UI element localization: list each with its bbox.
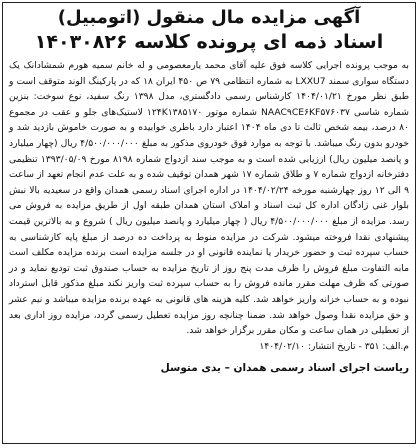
notice-body: به موجب پرونده اجرایی کلاسه فوق علیه آقای محمد یارمعصومی و له خانم سمیه هورم شمشادانک یک دستگاه سواری سمند LXXU7 به شماره انتظامی ۷۹ ص ۴۵۰ ایران ۱۸ که در پارکینگ الوند متوقف است و طبق نظر مورخ ۱۴۰۴/۰۱/۲۱ کارشناس رسمی دادگستری، مدل ۱۳۹۸ رنگ سفید، نوع سوخت: بنزین شماره شاسی NAAC۹CE۶KF۵۷۶۰۳۷ شماره موتور ۱۲۴K۱۳۸۵۱۷۰ لاستیک‌های جلو و عقب در مجموع ۸۰ درصد، بیمه شخص ثالث تا دی ماه ۱۴۰۴ اعتبار دارد باطری خوابیده و به صورت خاموش بازدید شد و خودرو بدون رنگ میباشد. با توجه به موارد فوق خودروی مذکور به مبلغ ۴/۵۰۰/۰۰۰/۰۰۰ ریال (چهار میلیارد و پانصد میلیون ریال) ارزیابی شده است و به موجب سند ازدواج شماره ۸۱۹۸ مورخ ۱۳۹۳/۰۵/۰۹ تنظیمی دفترخانه ازدواج شماره ۷ و طلاق شماره ۱۷ شهر همدان توقیف شده و به علت عدم انجام تعهد از ساعت ۹ الی ۱۲ روز چهارشنبه مورخه ۱۴۰۴/۰۲/۲۴ در اداره اجرای اسناد رسمی همدان واقع در سعیدیه بالا نبش بلوار غنی زادگان اداره کل ثبت اسناد و املاک استان همدان طبقه اول از طریق مزایده به فروش می رسد. مزایده از مبلغ ۴/۵۰۰/۰۰۰/۰۰۰ ریال ( چهار میلیارد و پانصد میلیون ریال ) شروع و به بالاترین قیمت پیشنهادی نقدا فروخته میشود. شرکت در مزایده منوط به پرداخت ده درصد از مبلغ پایه کارشناسی به حساب سپرده ثبت و حضور خریدار یا نماینده قانونی او در جلسه مزایده است برنده مزایده مکلف است مابه التفاوت مبلغ فروش را ظرف مدت پنج روز از تاریخ مزایده به حساب صندوق ثبت تودیع نماید و در صورتی که ظرف مهلت مقرر مانده فروش را به حساب سپرده ثبت واریز نکند مبلغ مذکور قابل استرداد نبوده و به حساب خزانه واریز خواهد شد. کلیه هزینه های قانونی به عهده برنده مزایده میباشد و نیم عشر و حق مزایده نقدا وصول خواهد شد. ضمنا چنانچه روز مزایده تعطیل رسمی گردد، مزایده روز اداری بعد از تعطیلی در همان ساعت و مکان مقرر برگزار خواهد شد.: [9, 60, 410, 337]
notice-title: آگهی مزایده مال منقول (اتومبیل): [57, 7, 361, 28]
notice-reference: م.الف: ۳۵۱ - تاریخ انتشار: ۱۴۰۴/۰۲/۱۰: [259, 340, 409, 352]
notice-signature: ریاست اجرای اسناد رسمی همدان – یدی متوسل: [160, 361, 409, 374]
notice-case-number: اسناد ذمه ای پرونده کلاسه ۱۴۰۳۰۸۲۶: [34, 31, 384, 53]
auction-notice: [2, 2, 416, 444]
